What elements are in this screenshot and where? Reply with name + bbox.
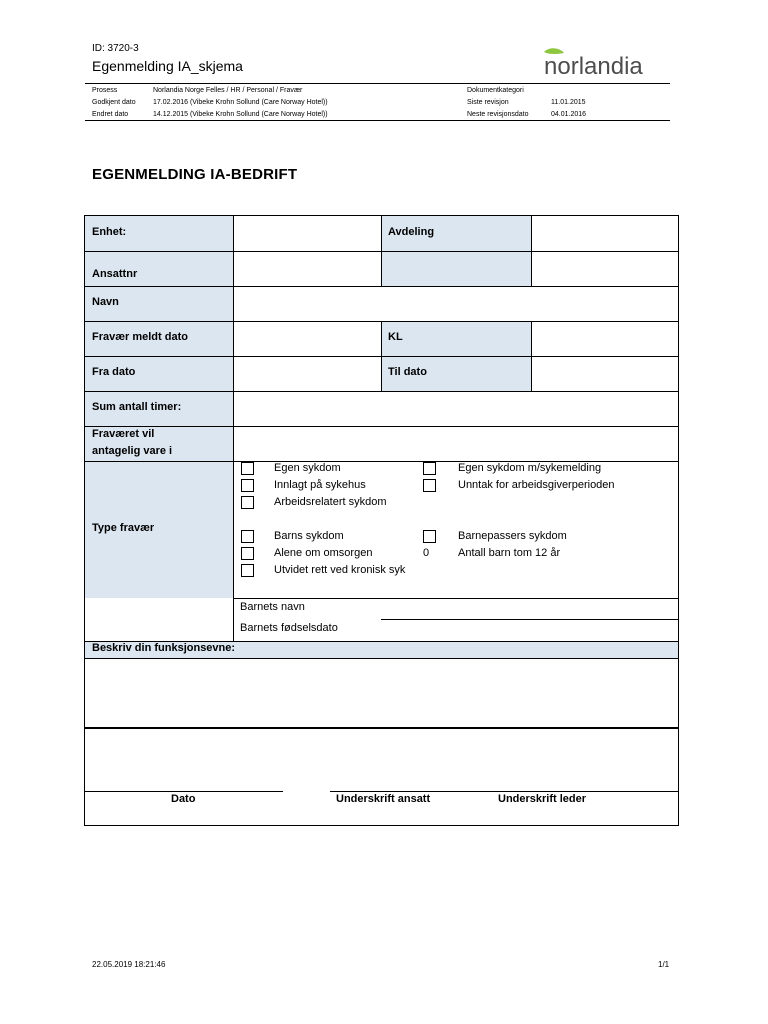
alene-label: Alene om omsorgen xyxy=(274,547,373,559)
avdeling-label: Avdeling xyxy=(388,226,435,238)
sum-timer-input[interactable] xyxy=(234,392,678,425)
beskriv-label: Beskriv din funksjonsevne: xyxy=(92,642,236,654)
ansattnr-extra-input[interactable] xyxy=(532,252,678,285)
fravaeret-label-line2: antagelig vare i xyxy=(92,445,173,457)
signature-area[interactable] xyxy=(86,730,678,790)
unntak-checkbox[interactable] xyxy=(423,479,436,492)
utvidet-label: Utvidet rett ved kronisk syk xyxy=(274,564,406,576)
row-divider xyxy=(85,727,678,729)
innlagt-checkbox[interactable] xyxy=(241,479,254,492)
barnets-navn-line xyxy=(381,619,678,620)
sum-timer-label: Sum antall timer: xyxy=(92,401,182,413)
arbeidsrelatert-checkbox[interactable] xyxy=(241,496,254,509)
meta-prosess-label: Prosess xyxy=(92,87,118,94)
document-id: ID: 3720-3 xyxy=(92,43,139,54)
beskriv-input[interactable] xyxy=(86,659,678,727)
meta-godkjent-value: 17.02.2016 (Vibeke Krohn Sollund (Care Norway Hotel)) xyxy=(153,99,328,106)
barnets-fodselsdato-label: Barnets fødselsdato xyxy=(240,622,338,634)
footer-timestamp: 22.05.2019 18:21:46 xyxy=(92,960,166,969)
barnepassers-label: Barnepassers sykdom xyxy=(458,530,567,542)
col-divider xyxy=(233,216,234,641)
form-heading: EGENMELDING IA-BEDRIFT xyxy=(92,166,298,183)
alene-checkbox[interactable] xyxy=(241,547,254,560)
meta-godkjent-label: Godkjent dato xyxy=(92,99,136,106)
enhet-label: Enhet: xyxy=(92,226,127,238)
til-dato-input[interactable] xyxy=(532,357,678,390)
fra-dato-label: Fra dato xyxy=(92,366,136,378)
fravaer-meldt-label: Fravær meldt dato xyxy=(92,331,188,343)
fravaer-meldt-input[interactable] xyxy=(234,322,380,355)
meta-neste-value: 04.01.2016 xyxy=(551,111,587,118)
underskrift-leder-label: Underskrift leder xyxy=(498,793,587,805)
header-rule-bottom xyxy=(85,120,670,121)
ansattnr-input[interactable] xyxy=(234,252,380,285)
col-divider xyxy=(531,216,532,286)
utvidet-checkbox[interactable] xyxy=(241,564,254,577)
innlagt-label: Innlagt på sykehus xyxy=(274,479,366,491)
dato-label: Dato xyxy=(171,793,196,805)
til-dato-label: Til dato xyxy=(388,366,427,378)
avdeling-input[interactable] xyxy=(532,217,678,250)
col-divider xyxy=(381,321,382,391)
row-divider xyxy=(85,391,678,392)
antall-barn-label: Antall barn tom 12 år xyxy=(458,547,561,559)
logo-text: norlandia xyxy=(544,53,643,80)
meta-endret-label: Endret dato xyxy=(92,111,129,118)
header-rule-top xyxy=(85,83,670,84)
egen-sykdom-m-label: Egen sykdom m/sykemelding xyxy=(458,462,602,474)
type-fravaer-label: Type fravær xyxy=(92,522,155,534)
row-divider xyxy=(233,598,678,599)
barns-sykdom-label: Barns sykdom xyxy=(274,530,344,542)
underskrift-ansatt-label: Underskrift ansatt xyxy=(336,793,431,805)
fra-dato-input[interactable] xyxy=(234,357,380,390)
meta-siste-value: 11.01.2015 xyxy=(551,99,586,106)
arbeidsrelatert-label: Arbeidsrelatert sykdom xyxy=(274,496,387,508)
navn-label: Navn xyxy=(92,296,119,308)
form-grid xyxy=(84,215,679,826)
egen-sykdom-checkbox[interactable] xyxy=(241,462,254,475)
antall-barn-value[interactable]: 0 xyxy=(423,547,430,559)
col-divider xyxy=(531,321,532,391)
document-title: Egenmelding IA_skjema xyxy=(92,58,243,74)
meta-kategori-label: Dokumentkategori xyxy=(467,87,524,94)
fravaeret-input[interactable] xyxy=(234,427,678,460)
dato-line xyxy=(85,791,283,792)
meta-endret-value: 14.12.2015 (Vibeke Krohn Sollund (Care Norway Hotel)) xyxy=(153,111,328,118)
egen-sykdom-label: Egen sykdom xyxy=(274,462,341,474)
ansattnr-label: Ansattnr xyxy=(92,268,138,280)
row-divider xyxy=(85,286,678,287)
footer-page-number: 1/1 xyxy=(658,960,670,969)
col-divider xyxy=(381,216,382,286)
barnets-navn-input[interactable] xyxy=(381,600,678,618)
meta-prosess-value: Norlandia Norge Felles / HR / Personal / Fravær xyxy=(153,87,303,94)
meta-siste-label: Siste revisjon xyxy=(467,99,509,106)
fravaeret-label-line1: Fraværet vil xyxy=(92,428,155,440)
egen-sykdom-m-checkbox[interactable] xyxy=(423,462,436,475)
row-divider xyxy=(85,658,678,659)
unntak-label: Unntak for arbeidsgiverperioden xyxy=(458,479,615,491)
meta-neste-label: Neste revisjonsdato xyxy=(467,111,529,118)
kl-input[interactable] xyxy=(532,322,678,355)
norlandia-logo xyxy=(538,44,670,80)
navn-input[interactable] xyxy=(234,287,678,320)
row-divider xyxy=(85,426,678,427)
barnepassers-checkbox[interactable] xyxy=(423,530,436,543)
barns-sykdom-checkbox[interactable] xyxy=(241,530,254,543)
barnets-navn-label: Barnets navn xyxy=(240,601,305,613)
signature-line xyxy=(330,791,678,792)
barnets-fodselsdato-input[interactable] xyxy=(381,621,678,639)
kl-label: KL xyxy=(388,331,403,343)
enhet-input[interactable] xyxy=(234,217,380,250)
